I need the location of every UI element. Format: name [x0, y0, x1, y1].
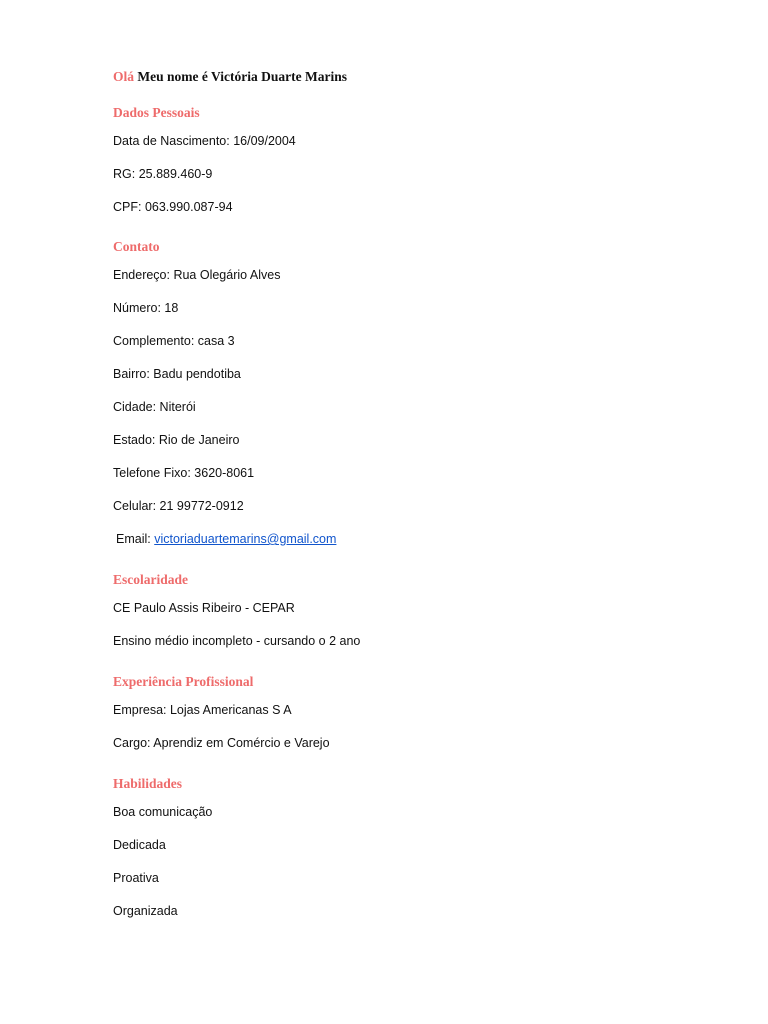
- skill-item: Boa comunicação: [113, 805, 213, 819]
- address-line: Endereço: Rua Olegário Alves: [113, 268, 281, 282]
- number-line: Número: 18: [113, 301, 179, 315]
- email-line: [116, 532, 336, 546]
- section-heading-experiencia: Experiência Profissional: [113, 674, 254, 689]
- state-line: Estado: Rio de Janeiro: [113, 433, 240, 447]
- position-line: Cargo: Aprendiz em Comércio e Varejo: [113, 736, 330, 750]
- greeting-text: Olá: [113, 69, 135, 84]
- school-line: CE Paulo Assis Ribeiro - CEPAR: [113, 601, 295, 615]
- section-heading-dados-pessoais: Dados Pessoais: [113, 105, 200, 120]
- education-level-line: Ensino médio incompleto - cursando o 2 ano: [113, 634, 361, 648]
- email-label: Email:: [116, 532, 151, 546]
- city-line: Cidade: Niterói: [113, 400, 196, 414]
- phone-line: Telefone Fixo: 3620-8061: [113, 466, 255, 480]
- skill-item: Dedicada: [113, 838, 166, 852]
- skill-item: Proativa: [113, 871, 159, 885]
- name-line: Meu nome é Victória Duarte Marins: [137, 69, 347, 84]
- rg-line: RG: 25.889.460-9: [113, 167, 213, 181]
- cpf-line: CPF: 063.990.087-94: [113, 200, 233, 214]
- skill-item: Organizada: [113, 904, 178, 918]
- company-line: Empresa: Lojas Americanas S A: [113, 703, 292, 717]
- mobile-line: Celular: 21 99772-0912: [113, 499, 244, 513]
- complement-line: Complemento: casa 3: [113, 334, 235, 348]
- section-heading-escolaridade: Escolaridade: [113, 572, 189, 587]
- email-link[interactable]: victoriaduartemarins@gmail.com: [154, 532, 337, 546]
- section-heading-contato: Contato: [113, 239, 160, 254]
- birth-date-line: Data de Nascimento: 16/09/2004: [113, 134, 296, 148]
- section-heading-habilidades: Habilidades: [113, 776, 183, 791]
- neighborhood-line: Bairro: Badu pendotiba: [113, 367, 241, 381]
- page-title: [113, 69, 347, 85]
